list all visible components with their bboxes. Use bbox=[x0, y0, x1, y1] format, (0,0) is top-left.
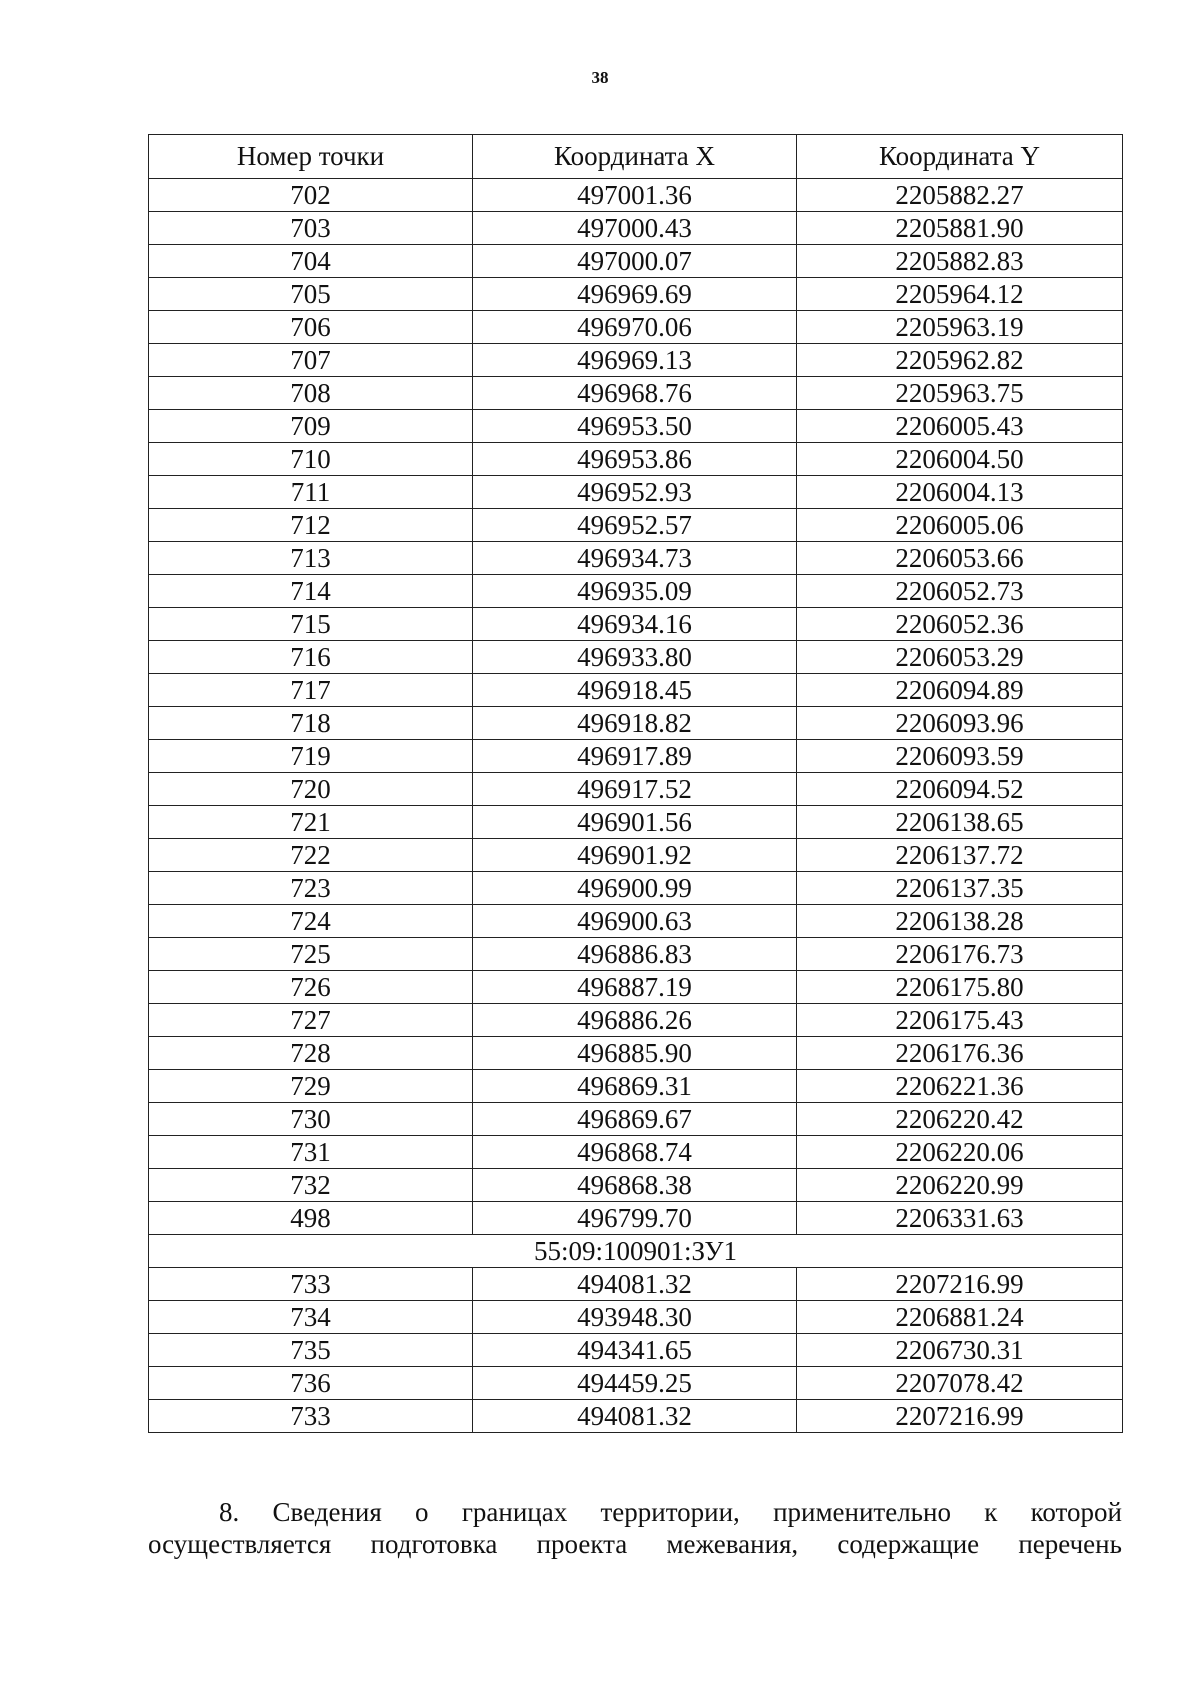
cell-coordinate-y: 2206005.43 bbox=[797, 410, 1123, 443]
cell-point-number: 732 bbox=[149, 1169, 473, 1202]
cell-coordinate-x: 496969.13 bbox=[473, 344, 797, 377]
table-row bbox=[149, 443, 1123, 476]
table-row bbox=[149, 1004, 1123, 1037]
table-body bbox=[149, 179, 1123, 1433]
paragraph-word: 8. bbox=[219, 1497, 240, 1527]
paragraph-word: перечень bbox=[1018, 1529, 1122, 1559]
table-row bbox=[149, 1367, 1123, 1400]
cell-point-number: 723 bbox=[149, 872, 473, 905]
page-number: 38 bbox=[591, 68, 609, 87]
cell-coordinate-x: 496953.86 bbox=[473, 443, 797, 476]
cell-coordinate-y: 2206881.24 bbox=[797, 1301, 1123, 1334]
table-row bbox=[149, 773, 1123, 806]
table-row bbox=[149, 1268, 1123, 1301]
cell-point-number: 730 bbox=[149, 1103, 473, 1136]
cell-point-number: 712 bbox=[149, 509, 473, 542]
table-row bbox=[149, 1301, 1123, 1334]
table-row bbox=[149, 740, 1123, 773]
table-row bbox=[149, 278, 1123, 311]
cell-point-number: 720 bbox=[149, 773, 473, 806]
cell-point-number: 733 bbox=[149, 1400, 473, 1433]
table-row bbox=[149, 806, 1123, 839]
table-row bbox=[149, 1334, 1123, 1367]
cell-coordinate-y: 2206730.31 bbox=[797, 1334, 1123, 1367]
cell-point-number: 729 bbox=[149, 1070, 473, 1103]
table-row bbox=[149, 1202, 1123, 1235]
cell-point-number: 708 bbox=[149, 377, 473, 410]
cell-coordinate-y: 2206052.36 bbox=[797, 608, 1123, 641]
cell-coordinate-x: 496886.26 bbox=[473, 1004, 797, 1037]
cell-point-number: 710 bbox=[149, 443, 473, 476]
table-row bbox=[149, 311, 1123, 344]
cell-point-number: 717 bbox=[149, 674, 473, 707]
cadastral-number-label: 55:09:100901:ЗУ1 bbox=[149, 1235, 1123, 1268]
cell-point-number: 702 bbox=[149, 179, 473, 212]
cell-coordinate-x: 494341.65 bbox=[473, 1334, 797, 1367]
cell-coordinate-x: 496934.16 bbox=[473, 608, 797, 641]
cell-coordinate-x: 496933.80 bbox=[473, 641, 797, 674]
paragraph-word: проекта bbox=[536, 1529, 628, 1559]
header-coordinate-y: Координата Y bbox=[797, 135, 1123, 179]
cell-point-number: 725 bbox=[149, 938, 473, 971]
paragraph-line-2 bbox=[148, 1528, 1122, 1560]
paragraph-word: подготовка bbox=[370, 1529, 498, 1559]
cell-coordinate-x: 496917.52 bbox=[473, 773, 797, 806]
table-row bbox=[149, 410, 1123, 443]
table-row bbox=[149, 839, 1123, 872]
cell-coordinate-y: 2206331.63 bbox=[797, 1202, 1123, 1235]
paragraph-word: применительно bbox=[773, 1497, 951, 1527]
table-row bbox=[149, 344, 1123, 377]
table-row bbox=[149, 1400, 1123, 1433]
cell-coordinate-x: 496868.74 bbox=[473, 1136, 797, 1169]
paragraph-word: к bbox=[984, 1497, 998, 1527]
cell-coordinate-y: 2205962.82 bbox=[797, 344, 1123, 377]
cell-point-number: 707 bbox=[149, 344, 473, 377]
cell-point-number: 716 bbox=[149, 641, 473, 674]
cell-coordinate-y: 2206052.73 bbox=[797, 575, 1123, 608]
cell-coordinate-y: 2206176.36 bbox=[797, 1037, 1123, 1070]
cell-point-number: 724 bbox=[149, 905, 473, 938]
cell-point-number: 721 bbox=[149, 806, 473, 839]
cell-point-number: 715 bbox=[149, 608, 473, 641]
cell-point-number: 711 bbox=[149, 476, 473, 509]
cell-coordinate-y: 2206137.72 bbox=[797, 839, 1123, 872]
paragraph-word: осуществляется bbox=[148, 1529, 332, 1559]
cell-coordinate-x: 496953.50 bbox=[473, 410, 797, 443]
cell-coordinate-x: 497000.43 bbox=[473, 212, 797, 245]
cell-coordinate-y: 2205882.83 bbox=[797, 245, 1123, 278]
cell-coordinate-y: 2207216.99 bbox=[797, 1268, 1123, 1301]
cell-coordinate-y: 2205882.27 bbox=[797, 179, 1123, 212]
cell-point-number: 735 bbox=[149, 1334, 473, 1367]
section-8-paragraph bbox=[148, 1496, 1122, 1560]
coordinates-table bbox=[148, 134, 1123, 1433]
table-row bbox=[149, 575, 1123, 608]
cell-coordinate-x: 496900.99 bbox=[473, 872, 797, 905]
paragraph-word: границах bbox=[461, 1497, 568, 1527]
cell-coordinate-x: 496901.92 bbox=[473, 839, 797, 872]
cell-coordinate-y: 2206053.29 bbox=[797, 641, 1123, 674]
cell-coordinate-x: 496952.93 bbox=[473, 476, 797, 509]
cell-point-number: 733 bbox=[149, 1268, 473, 1301]
cell-coordinate-x: 494081.32 bbox=[473, 1268, 797, 1301]
paragraph-word: Сведения bbox=[272, 1497, 382, 1527]
cell-point-number: 498 bbox=[149, 1202, 473, 1235]
cell-coordinate-x: 496799.70 bbox=[473, 1202, 797, 1235]
cell-point-number: 734 bbox=[149, 1301, 473, 1334]
cell-coordinate-y: 2206138.28 bbox=[797, 905, 1123, 938]
cell-coordinate-y: 2206221.36 bbox=[797, 1070, 1123, 1103]
cell-point-number: 731 bbox=[149, 1136, 473, 1169]
table-row bbox=[149, 608, 1123, 641]
cell-point-number: 736 bbox=[149, 1367, 473, 1400]
cell-coordinate-y: 2206176.73 bbox=[797, 938, 1123, 971]
table-row bbox=[149, 212, 1123, 245]
header-coordinate-x: Координата X bbox=[473, 135, 797, 179]
cell-coordinate-x: 496952.57 bbox=[473, 509, 797, 542]
table-row bbox=[149, 1169, 1123, 1202]
table-row bbox=[149, 1103, 1123, 1136]
cell-point-number: 705 bbox=[149, 278, 473, 311]
cell-coordinate-x: 496887.19 bbox=[473, 971, 797, 1004]
cell-coordinate-x: 493948.30 bbox=[473, 1301, 797, 1334]
table-row bbox=[149, 872, 1123, 905]
header-point-number: Номер точки bbox=[149, 135, 473, 179]
cell-coordinate-x: 496901.56 bbox=[473, 806, 797, 839]
cell-coordinate-x: 497000.07 bbox=[473, 245, 797, 278]
cell-point-number: 703 bbox=[149, 212, 473, 245]
paragraph-word: которой bbox=[1030, 1497, 1122, 1527]
cell-coordinate-y: 2206137.35 bbox=[797, 872, 1123, 905]
table-section-row bbox=[149, 1235, 1123, 1268]
cell-point-number: 709 bbox=[149, 410, 473, 443]
cell-coordinate-y: 2205964.12 bbox=[797, 278, 1123, 311]
table-row bbox=[149, 938, 1123, 971]
cell-coordinate-y: 2206138.65 bbox=[797, 806, 1123, 839]
table-row bbox=[149, 179, 1123, 212]
cell-coordinate-y: 2206093.96 bbox=[797, 707, 1123, 740]
paragraph-word: содержащие bbox=[837, 1529, 980, 1559]
cell-coordinate-y: 2206094.52 bbox=[797, 773, 1123, 806]
cell-point-number: 713 bbox=[149, 542, 473, 575]
table-row bbox=[149, 542, 1123, 575]
cell-coordinate-x: 496885.90 bbox=[473, 1037, 797, 1070]
cell-coordinate-y: 2206094.89 bbox=[797, 674, 1123, 707]
cell-coordinate-x: 496917.89 bbox=[473, 740, 797, 773]
cell-coordinate-x: 496900.63 bbox=[473, 905, 797, 938]
paragraph-word: территории, bbox=[600, 1497, 740, 1527]
cell-coordinate-x: 496886.83 bbox=[473, 938, 797, 971]
cell-coordinate-x: 496869.31 bbox=[473, 1070, 797, 1103]
table-row bbox=[149, 971, 1123, 1004]
cell-coordinate-y: 2207078.42 bbox=[797, 1367, 1123, 1400]
cell-coordinate-x: 496869.67 bbox=[473, 1103, 797, 1136]
cell-coordinate-y: 2205963.19 bbox=[797, 311, 1123, 344]
cell-point-number: 726 bbox=[149, 971, 473, 1004]
cell-coordinate-y: 2206053.66 bbox=[797, 542, 1123, 575]
cell-point-number: 704 bbox=[149, 245, 473, 278]
cell-coordinate-y: 2206220.99 bbox=[797, 1169, 1123, 1202]
cell-coordinate-y: 2206005.06 bbox=[797, 509, 1123, 542]
cell-coordinate-x: 496969.69 bbox=[473, 278, 797, 311]
cell-point-number: 727 bbox=[149, 1004, 473, 1037]
table-row bbox=[149, 476, 1123, 509]
paragraph-word: о bbox=[415, 1497, 429, 1527]
cell-coordinate-x: 496968.76 bbox=[473, 377, 797, 410]
cell-coordinate-y: 2206093.59 bbox=[797, 740, 1123, 773]
cell-coordinate-x: 496934.73 bbox=[473, 542, 797, 575]
cell-point-number: 719 bbox=[149, 740, 473, 773]
table-row bbox=[149, 674, 1123, 707]
cell-point-number: 722 bbox=[149, 839, 473, 872]
cell-coordinate-x: 496868.38 bbox=[473, 1169, 797, 1202]
table-row bbox=[149, 905, 1123, 938]
cell-point-number: 728 bbox=[149, 1037, 473, 1070]
cell-coordinate-x: 496935.09 bbox=[473, 575, 797, 608]
paragraph-line-1 bbox=[148, 1496, 1122, 1528]
cell-coordinate-y: 2205881.90 bbox=[797, 212, 1123, 245]
table-row bbox=[149, 1037, 1123, 1070]
table-row bbox=[149, 509, 1123, 542]
cell-coordinate-y: 2206175.43 bbox=[797, 1004, 1123, 1037]
table-row bbox=[149, 1136, 1123, 1169]
table-row bbox=[149, 377, 1123, 410]
cell-coordinate-y: 2206175.80 bbox=[797, 971, 1123, 1004]
cell-coordinate-x: 497001.36 bbox=[473, 179, 797, 212]
cell-coordinate-y: 2206004.13 bbox=[797, 476, 1123, 509]
cell-coordinate-x: 496970.06 bbox=[473, 311, 797, 344]
table-row bbox=[149, 1070, 1123, 1103]
paragraph-word: межевания, bbox=[666, 1529, 799, 1559]
cell-coordinate-x: 494459.25 bbox=[473, 1367, 797, 1400]
cell-coordinate-y: 2207216.99 bbox=[797, 1400, 1123, 1433]
table-row bbox=[149, 245, 1123, 278]
cell-coordinate-x: 496918.82 bbox=[473, 707, 797, 740]
cell-coordinate-y: 2206004.50 bbox=[797, 443, 1123, 476]
cell-point-number: 714 bbox=[149, 575, 473, 608]
table-row bbox=[149, 641, 1123, 674]
cell-coordinate-y: 2205963.75 bbox=[797, 377, 1123, 410]
cell-coordinate-x: 496918.45 bbox=[473, 674, 797, 707]
cell-point-number: 706 bbox=[149, 311, 473, 344]
table-header-row bbox=[149, 135, 1123, 179]
table-row bbox=[149, 707, 1123, 740]
cell-coordinate-y: 2206220.06 bbox=[797, 1136, 1123, 1169]
cell-coordinate-x: 494081.32 bbox=[473, 1400, 797, 1433]
cell-point-number: 718 bbox=[149, 707, 473, 740]
cell-coordinate-y: 2206220.42 bbox=[797, 1103, 1123, 1136]
